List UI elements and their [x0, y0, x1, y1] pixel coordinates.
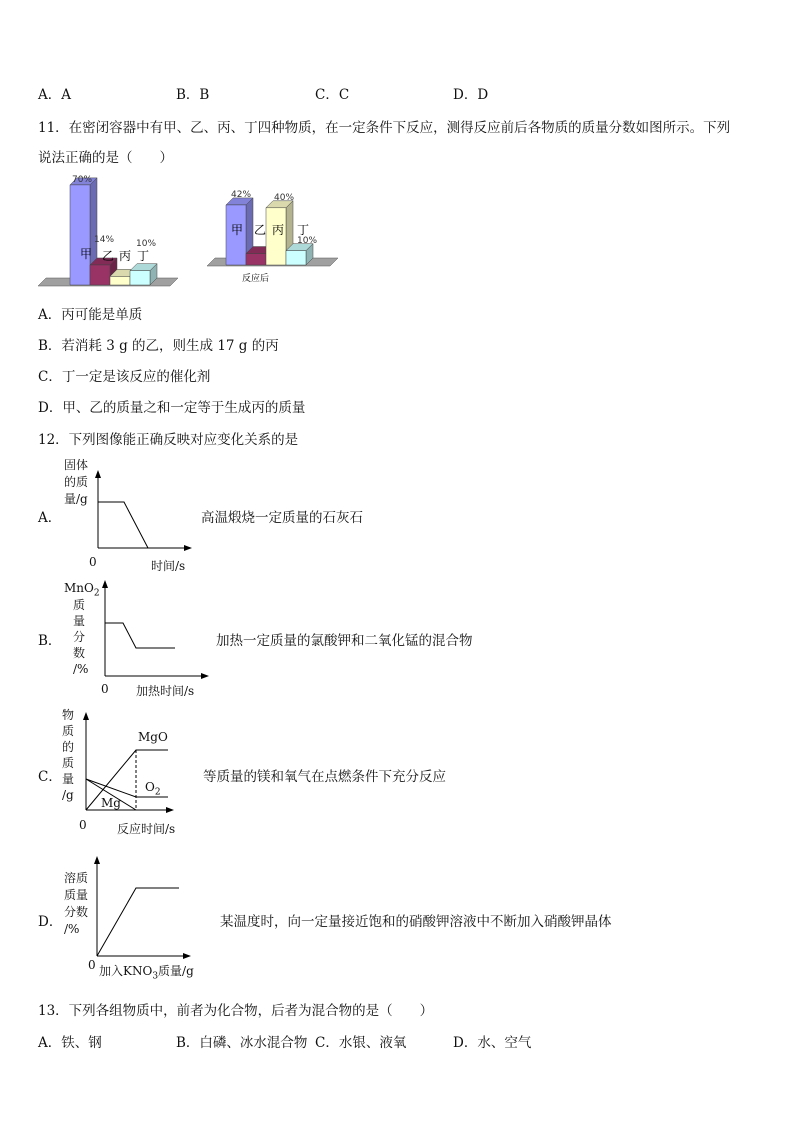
q10-option-a: A．A [38, 87, 71, 103]
q13-option-b: B．白磷、冰水混合物 [176, 1035, 308, 1051]
q12-d-ylabel: 溶质 质量 分数 /% [64, 871, 89, 936]
q12-b-desc: 加热一定质量的氯酸钾和二氧化锰的混合物 [216, 633, 473, 649]
q10-option-b: B．B [176, 87, 210, 103]
q12-b-graph [101, 580, 211, 680]
q12-d-graph [93, 856, 193, 960]
q13-option-d: D．水、空气 [453, 1035, 532, 1051]
before-name-ding: 丁 [137, 249, 150, 263]
q12-d-desc: 某温度时，向一定量接近饱和的硝酸钾溶液中不断加入硝酸钾晶体 [220, 914, 612, 930]
q12-d-origin: 0 [88, 958, 96, 972]
q12-d-xlabel: 加入$KNO_3$质量/g [99, 964, 194, 982]
after-name-ding: 丁 [297, 223, 310, 237]
q10-option-c: C．C [315, 87, 350, 103]
after-caption: 反应后 [242, 274, 270, 284]
after-bar-ding [286, 251, 306, 265]
q12-c-label-o2: $O_2$ [145, 780, 161, 798]
before-bar-ding [130, 271, 150, 285]
after-label-bing: 40% [274, 193, 295, 203]
q12-a-graph [94, 470, 194, 554]
before-name-jia: 甲 [80, 247, 93, 261]
q12-a-origin: 0 [89, 555, 97, 569]
after-label-jia: 42% [231, 190, 252, 200]
q12-stem: 12．下列图像能正确反映对应变化关系的是 [38, 432, 299, 448]
q12-c-label-mgo: MgO [138, 730, 168, 744]
q12-a-xlabel: 时间/s [151, 559, 186, 573]
q12-b-origin: 0 [101, 682, 109, 696]
q11-option-c: C．丁一定是该反应的催化剂 [38, 369, 211, 385]
before-bar-bing [110, 276, 130, 285]
q12-c-label-mg: Mg [101, 796, 121, 810]
q11-bar-charts [0, 168, 360, 290]
q12-c-graph [82, 712, 178, 814]
q12-c-ylabel: 物 质 的 质 量 /g [62, 708, 75, 802]
q12-b-letter: B． [38, 633, 62, 649]
before-label-jia: 70% [72, 175, 93, 185]
q12-d-letter: D． [38, 914, 63, 930]
q12-b-ylabel: 质 量 分 数 /% [73, 598, 89, 676]
q12-b-xlabel: 加热时间/s [136, 684, 195, 698]
q12-c-letter: C． [38, 769, 62, 785]
after-bar-yi [246, 254, 266, 265]
q12-a-ylabel: 固体 的质 量/g [64, 458, 89, 506]
after-name-bing: 丙 [272, 223, 285, 237]
after-name-yi: 乙 [254, 223, 267, 237]
q12-a-desc: 高温煅烧一定质量的石灰石 [201, 510, 363, 526]
q12-c-xlabel: 反应时间/s [117, 822, 176, 836]
q13-option-c: C．水银、液氧 [315, 1035, 407, 1051]
q12-b-ylabel-top: MnO$_2$ [64, 581, 100, 599]
q10-option-d: D．D [453, 87, 489, 103]
after-label-ding: 10% [297, 236, 318, 246]
q11-option-b: B．若消耗 3 g 的乙，则生成 17 g 的丙 [38, 338, 279, 354]
q11-stem-line1: 11．在密闭容器中有甲、乙、丙、丁四种物质，在一定条件下反应，测得反应前后各物质的质量分数如图所示。下列 [38, 120, 731, 136]
before-name-bing: 丙 [119, 249, 132, 263]
before-label-ding: 10% [136, 239, 157, 249]
q11-option-a: A．丙可能是单质 [38, 307, 143, 323]
before-bars [70, 178, 157, 285]
before-name-yi: 乙 [102, 249, 115, 263]
q11-stem-line2: 说法正确的是（ ） [38, 150, 173, 166]
q12-a-letter: A． [38, 510, 62, 526]
q12-c-origin: 0 [79, 818, 87, 832]
q11-option-d: D．甲、乙的质量之和一定等于生成丙的质量 [38, 400, 306, 416]
before-label-yi: 14% [94, 235, 115, 245]
before-bar-jia [70, 185, 93, 285]
before-bar-yi [90, 265, 110, 285]
q13-stem: 13．下列各组物质中，前者为化合物，后者为混合物的是（ ） [38, 1003, 434, 1019]
q13-option-a: A．铁、钢 [38, 1035, 102, 1051]
q12-c-desc: 等质量的镁和氧气在点燃条件下充分反应 [203, 769, 446, 785]
after-name-jia: 甲 [231, 223, 244, 237]
